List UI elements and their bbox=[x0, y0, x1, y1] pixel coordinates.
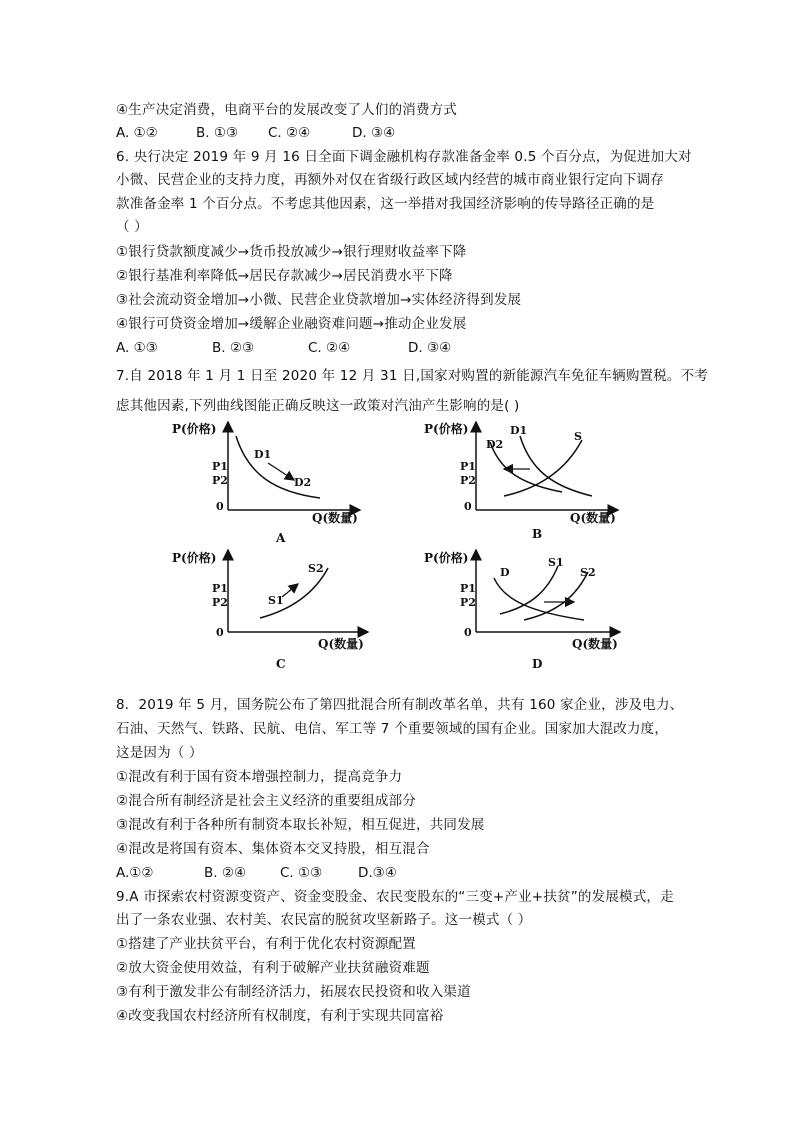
statement-4: ④生产决定消费，电商平台的发展改变了人们的消费方式 bbox=[116, 102, 458, 118]
x-axis-label: Q(数量) bbox=[318, 637, 364, 651]
d1-label: D1 bbox=[510, 424, 528, 437]
option-d: D. ③④ bbox=[352, 125, 396, 141]
q9-statement-3: ③有利于激发非公有制经济活力，拓展农民投资和收入渠道 bbox=[116, 984, 471, 1000]
q7-line-2: 虑其他因素,下列曲线图能正确反映这一政策对汽油产生影响的是( ) bbox=[116, 398, 520, 414]
origin-label: 0 bbox=[216, 626, 224, 639]
q6-line-2: 小微、民营企业的支持力度，再额外对仅在省级行政区域内经营的城市商业银行定向下调存 bbox=[116, 172, 664, 188]
supply-curve-s2 bbox=[524, 572, 588, 620]
p1-label: P1 bbox=[212, 582, 228, 595]
q8-statement-4: ④混改是将国有资本、集体资本交叉持股，相互混合 bbox=[116, 841, 430, 857]
s-label: S bbox=[574, 430, 582, 443]
origin-label: 0 bbox=[216, 500, 224, 513]
q7-line-1: 7.自 2018 年 1 月 1 日至 2020 年 12 月 31 日,国家对购置的新能源汽车免征车辆购置税。不考 bbox=[116, 368, 709, 384]
q6-statement-2: ②银行基准利率降低→居民存款减少→居民消费水平下降 bbox=[116, 268, 453, 284]
p2-label: P2 bbox=[212, 474, 228, 487]
q6-statement-1: ①银行贷款额度减少→货币投放减少→银行理财收益率下降 bbox=[116, 244, 467, 260]
p2-label: P2 bbox=[460, 474, 476, 487]
d1-label: D1 bbox=[254, 448, 272, 461]
movement-arrow bbox=[282, 584, 298, 597]
p1-label: P1 bbox=[460, 582, 476, 595]
q6-option-c: C. ②④ bbox=[308, 340, 351, 356]
y-axis-label: P(价格) bbox=[424, 551, 469, 565]
p1-label: P1 bbox=[460, 460, 476, 473]
supply-curve bbox=[260, 568, 328, 618]
q6-statement-3: ③社会流动资金增加→小微、民营企业贷款增加→实体经济得到发展 bbox=[116, 292, 522, 308]
q8-option-c: C. ①③ bbox=[280, 865, 323, 881]
graph-d-caption: D bbox=[532, 657, 543, 671]
q6-line-3: 款准备金率 1 个百分点。不考虑其他因素，这一举措对我国经济影响的传导路径正确的是 bbox=[116, 196, 655, 212]
q6-line-1: 6. 央行决定 2019 年 9 月 16 日全面下调金融机构存款准备金率 0.5 个百分点，为促进加大对 bbox=[116, 149, 692, 165]
p2-label: P2 bbox=[460, 596, 476, 609]
origin-label: 0 bbox=[464, 500, 472, 513]
demand-curve bbox=[494, 578, 584, 620]
origin-label: 0 bbox=[464, 626, 472, 639]
graph-c bbox=[170, 546, 370, 674]
x-axis-label: Q(数量) bbox=[572, 637, 618, 651]
q9-line-2: 出了一条农业强、农村美、农民富的脱贫攻坚新路子。这一模式（ ） bbox=[116, 912, 532, 928]
q9-statement-1: ①搭建了产业扶贫平台，有利于优化农村资源配置 bbox=[116, 936, 417, 952]
graph-c-caption: C bbox=[276, 657, 286, 671]
s1-label: S1 bbox=[268, 594, 284, 607]
s2-label: S2 bbox=[580, 566, 596, 579]
q6-option-a: A. ①③ bbox=[116, 340, 158, 356]
q8-line-1: 8．2019 年 5 月，国务院公布了第四批混合所有制改革名单，共有 160 家企业，涉及电力、 bbox=[116, 697, 684, 713]
q6-statement-4: ④银行可贷资金增加→缓解企业融资难问题→推动企业发展 bbox=[116, 316, 467, 332]
d-label: D bbox=[500, 566, 510, 579]
graph-b-caption: B bbox=[532, 527, 543, 541]
graph-d bbox=[424, 546, 624, 674]
y-axis-label: P(价格) bbox=[172, 551, 217, 565]
x-axis-label: Q(数量) bbox=[570, 511, 616, 525]
graph-a bbox=[170, 418, 370, 546]
graph-b bbox=[424, 418, 624, 546]
p2-label: P2 bbox=[212, 596, 228, 609]
graph-a-caption: A bbox=[276, 531, 286, 545]
q6-line-4: （ ） bbox=[116, 219, 148, 235]
y-axis-label: P(价格) bbox=[172, 422, 217, 436]
option-a: A. ①② bbox=[116, 125, 158, 141]
option-c: C. ②④ bbox=[268, 125, 311, 141]
q8-statement-3: ③混改有利于各种所有制资本取长补短，相互促进，共同发展 bbox=[116, 817, 485, 833]
q8-line-2: 石油、天然气、铁路、民航、电信、军工等 7 个重要领域的国有企业。国家加大混改力度， bbox=[116, 721, 669, 737]
p1-label: P1 bbox=[212, 460, 228, 473]
q9-line-1: 9.A 市探索农村资源变资产、资金变股金、农民变股东的“三变+产业+扶贫”的发展模式，走 bbox=[116, 889, 674, 905]
q6-option-d: D. ③④ bbox=[408, 340, 452, 356]
q6-option-b: B. ②③ bbox=[212, 340, 255, 356]
q8-statement-2: ②混合所有制经济是社会主义经济的重要组成部分 bbox=[116, 793, 417, 809]
x-axis-label: Q(数量) bbox=[312, 511, 358, 525]
q8-option-a: A.①② bbox=[116, 865, 154, 881]
q8-option-b: B. ②④ bbox=[204, 865, 247, 881]
s2-label: S2 bbox=[308, 562, 324, 575]
movement-arrow bbox=[268, 463, 294, 480]
s1-label: S1 bbox=[548, 556, 564, 569]
q8-option-d: D.③④ bbox=[358, 865, 397, 881]
q8-statement-1: ①混改有利于国有资本增强控制力，提高竞争力 bbox=[116, 769, 403, 785]
q9-statement-2: ②放大资金使用效益，有利于破解产业扶贫融资难题 bbox=[116, 960, 430, 976]
y-axis-label: P(价格) bbox=[424, 422, 469, 436]
d2-label: D2 bbox=[294, 476, 312, 489]
q8-line-3: 这是因为（ ） bbox=[116, 745, 203, 761]
d2-label: D2 bbox=[486, 438, 504, 451]
q9-statement-4: ④改变我国农村经济所有权制度，有利于实现共同富裕 bbox=[116, 1008, 444, 1024]
option-b: B. ①③ bbox=[196, 125, 239, 141]
